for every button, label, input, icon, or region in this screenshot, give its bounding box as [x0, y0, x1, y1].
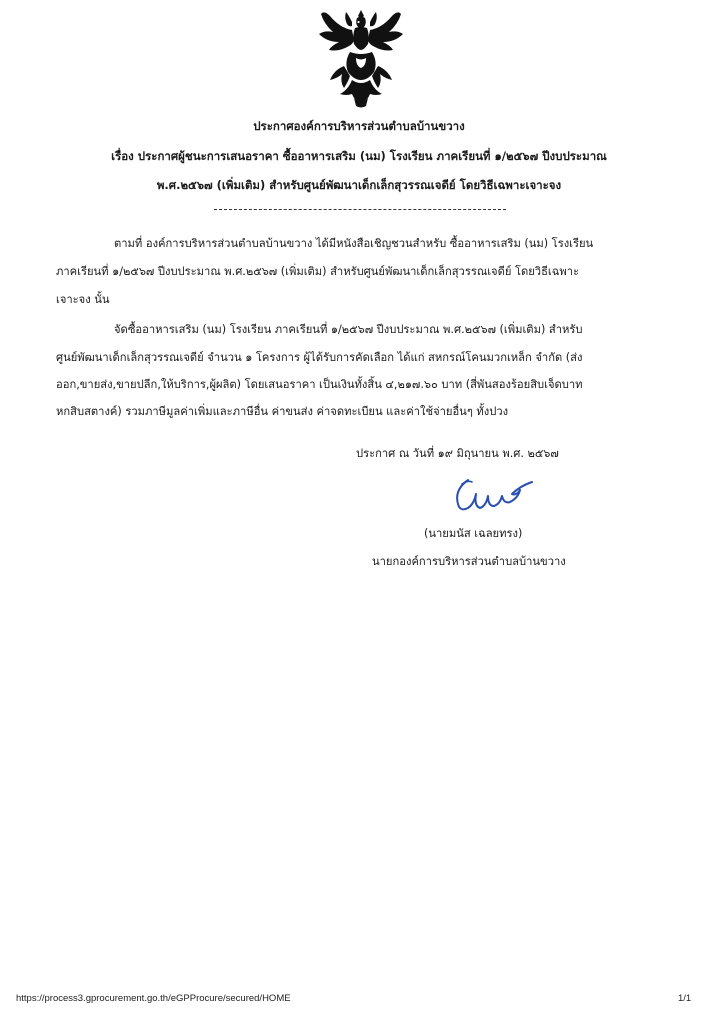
- para2-line-1: จัดซื้ออาหารเสริม (นม) โรงเรียน ภาคเรียนที่ ๑/๒๕๖๗ ปีงบประมาณ พ.ศ.๒๕๖๗ (เพิ่มเติม) สำหรับ: [114, 323, 583, 336]
- footer-url: https://process3.gprocurement.go.th/eGPProcure/secured/HOME: [16, 993, 291, 1004]
- para2-line-4: หกสิบสตางค์) รวมภาษีมูลค่าเพิ่มและภาษีอื่น ค่าขนส่ง ค่าจดทะเบียน และค่าใช้จ่ายอื่นๆ ทั้งปวง: [56, 405, 509, 418]
- para1-line-3: เจาะจง นั้น: [56, 293, 110, 306]
- para2-line-2: ศูนย์พัฒนาเด็กเล็กสุวรรณเจดีย์ จำนวน ๑ โครงการ ผู้ได้รับการคัดเลือก ได้แก่ สหกรณ์โคนมวกเหล็ก จำกัด (ส่ง: [56, 351, 583, 364]
- org-heading: ประกาศองค์การบริหารส่วนตำบลบ้านขวาง: [253, 119, 465, 133]
- subject-line-2: พ.ศ.๒๕๖๗ (เพิ่มเติม) สำหรับศูนย์พัฒนาเด็กเล็กสุวรรณเจดีย์ โดยวิธีเฉพาะเจาะจง: [156, 178, 562, 192]
- para1-line-2: ภาคเรียนที่ ๑/๒๕๖๗ ปีงบประมาณ พ.ศ.๒๕๖๗ (เพิ่มเติม) สำหรับศูนย์พัฒนาเด็กเล็กสุวรรณเจดีย์ โดยวิธีเฉพาะ: [56, 265, 580, 278]
- footer-page-number: 1/1: [678, 993, 692, 1004]
- announce-date: ประกาศ ณ วันที่ ๑๙ มิถุนายน พ.ศ. ๒๕๖๗: [356, 447, 559, 460]
- para1-line-1: ตามที่ องค์การบริหารส่วนตำบลบ้านขวาง ได้มีหนังสือเชิญชวนสำหรับ ซื้ออาหารเสริม (นม) โรงเรียน: [114, 237, 594, 250]
- signatory-name: (นายมนัส เฉลยทรง): [424, 527, 523, 540]
- divider-line: [214, 209, 506, 210]
- signatory-position: นายกองค์การบริหารส่วนตำบลบ้านขวาง: [372, 555, 566, 568]
- para2-line-3: ออก,ขายส่ง,ขายปลีก,ให้บริการ,ผู้ผลิต) โดยเสนอราคา เป็นเงินทั้งสิ้น ๔,๒๑๗.๖๐ บาท (สี่พันสองร้อยสิบเจ็ดบาท: [56, 378, 583, 391]
- subject-line-1: เรื่อง ประกาศผู้ชนะการเสนอราคา ซื้ออาหารเสริม (นม) โรงเรียน ภาคเรียนที่ ๑/๒๕๖๗ ปีงบประมาณ: [111, 149, 607, 163]
- handwritten-signature: [446, 474, 542, 520]
- garuda-emblem-icon: [308, 6, 414, 112]
